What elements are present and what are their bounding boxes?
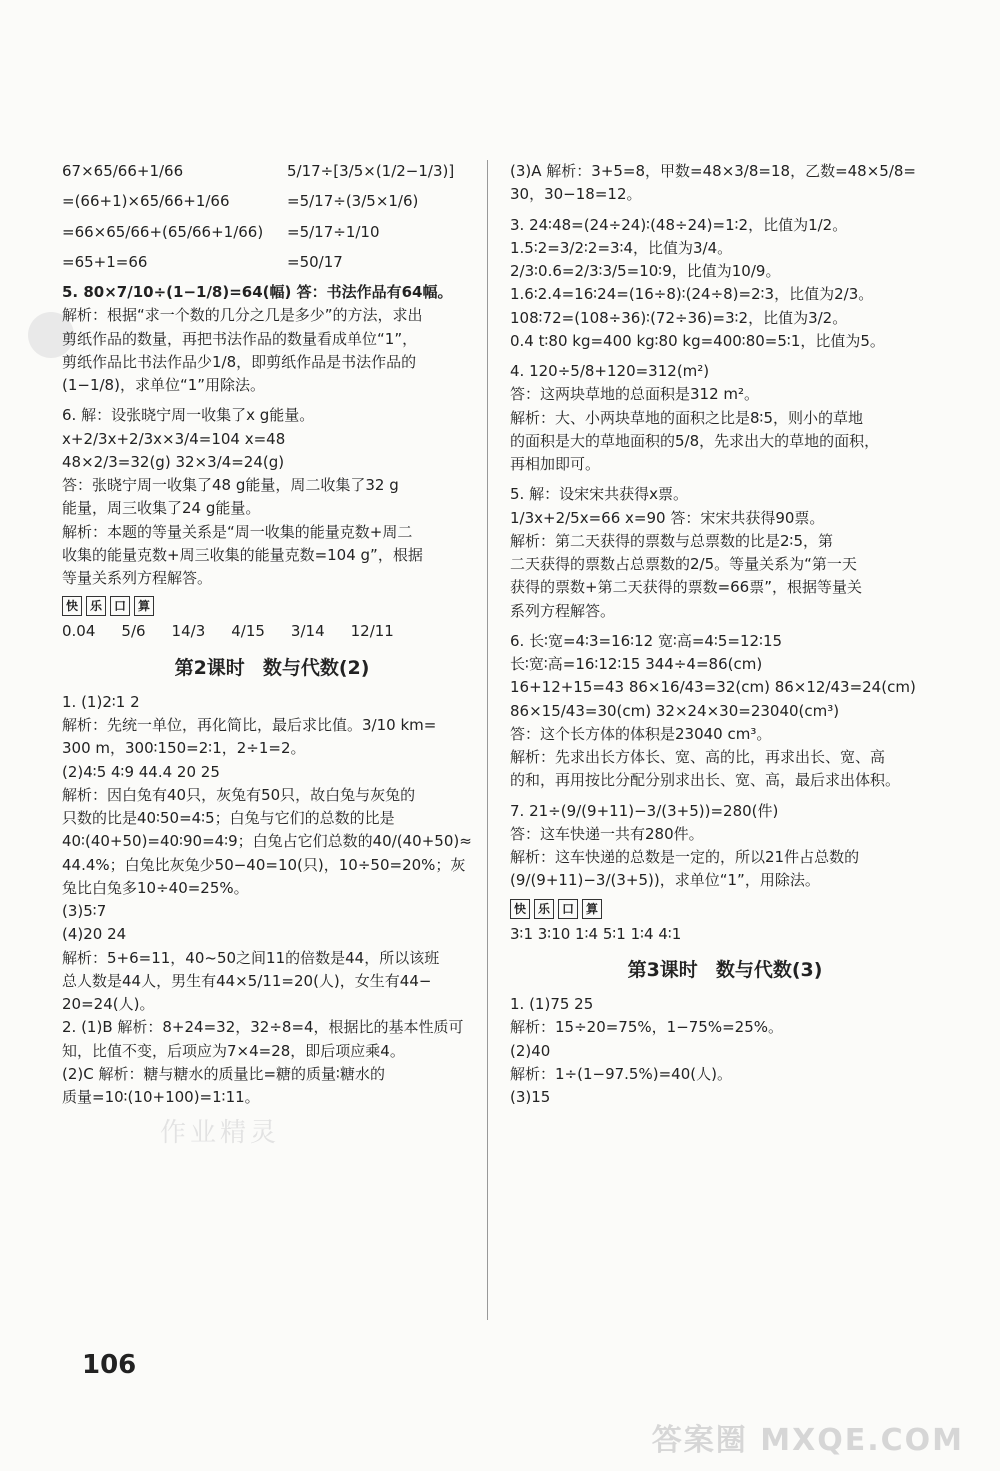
oral-math-tag: 快 乐 口 算 [62, 596, 154, 616]
question-4-line: 的面积是大的草地面积的5/8，先求出大的草地的面积， [510, 431, 880, 450]
right-column [510, 160, 940, 1109]
calc-cell: =50/17 [287, 252, 343, 271]
lesson2-line: 300 m，300∶150=2∶1，2÷1=2。 [62, 739, 306, 758]
oral-answer: 0.04 [62, 622, 96, 641]
question-7-line: (9/(9+11)−3/(3+5))，求单位“1”，用除法。 [510, 871, 820, 890]
lesson3-line: 解析：1÷(1−97.5%)=40(人)。 [510, 1064, 732, 1083]
oral-answer: 12/11 [350, 622, 394, 641]
calc-block [62, 160, 482, 274]
analysis-line: 剪纸作品的数量，再把书法作品的数量看成单位“1”， [62, 329, 418, 348]
question-5: 5. 80×7/10÷(1−1/8)=64(幅) 答：书法作品有64幅。 [62, 283, 453, 301]
question-6-line: 长∶宽∶高=16∶12∶15 344÷4=86(cm) [510, 655, 763, 673]
watermark-small: 作业精灵 [160, 1118, 281, 1148]
question-5-line: 二天获得的票数占总票数的2/5。等量关系为“第一天 [510, 555, 857, 573]
question-7-line: 7. 21÷(9/(9+11)−3/(3+5))=280(件) [510, 801, 779, 820]
question-3-line: 3. 24∶48=(24÷24)∶(48÷24)=1∶2，比值为1/2。 [510, 215, 848, 234]
question-6-line: 答：张晓宁周一收集了48 g能量，周二收集了32 g [62, 476, 399, 494]
lesson2-line: 解析：因白兔有40只，灰兔有50只，故白兔与灰兔的 [62, 785, 416, 804]
calc-cell: 5/17÷[3/5×(1/2−1/3)] [287, 162, 455, 180]
question-4-line: 解析：大、小两块草地的面积之比是8∶5，则小的草地 [510, 408, 863, 427]
question-4-line: 再相加即可。 [510, 455, 601, 473]
question-5-line: 系列方程解答。 [510, 601, 616, 620]
lesson3-line: 1. (1)75 25 [510, 995, 594, 1014]
lesson2-line: 40∶(40+50)=40∶90=4∶9；白兔占它们总数的40/(40+50)≈ [62, 832, 472, 851]
calc-cell: =65+1=66 [62, 252, 148, 271]
lesson2-line: (2)4∶5 4∶9 44.4 20 25 [62, 762, 220, 781]
question-4-line: 4. 120÷5/8+120=312(m²) [510, 362, 710, 380]
question-7-line: 答：这车快递一共有280件。 [510, 824, 704, 843]
oral-answer: 14/3 [171, 622, 206, 641]
calc-row [62, 190, 482, 213]
question-6-line: 的和，再用按比分配分别求出长、宽、高，最后求出体积。 [510, 771, 901, 790]
lesson3-line: (2)40 [510, 1041, 551, 1060]
question-3-line: 1.5∶2=3/2∶2=3∶4，比值为3/4。 [510, 238, 733, 257]
lesson2-line: 只数的比是40∶50=4∶5；白兔与它们的总数的比是 [62, 809, 395, 828]
lesson2-line: 解析：先统一单位，再化简比，最后求比值。3/10 km= [62, 716, 437, 735]
calc-cell: =(66+1)×65/66+1/66 [62, 192, 230, 211]
lesson2-line: 总人数是44人，男生有44×5/11=20(人)，女生有44− [62, 971, 432, 990]
calc-cell: 67×65/66+1/66 [62, 162, 184, 180]
q2-3-line: (3)A 解析：3+5=8，甲数=48×3/8=18，乙数=48×5/8= [510, 162, 916, 180]
question-5-line: 解析：第二天获得的票数与总票数的比是2∶5，第 [510, 531, 833, 550]
oral-answer: 3/14 [290, 622, 325, 641]
left-column [62, 160, 482, 1109]
page-number: 106 [82, 1350, 137, 1380]
question-6-line: 解析：本题的等量关系是“周一收集的能量克数+周二 [62, 522, 413, 541]
oral-answer: 5/6 [121, 622, 146, 641]
lesson2-line: 2. (1)B 解析：8+24=32，32÷8=4，根据比的基本性质可 [62, 1018, 464, 1037]
lesson2-line: (4)20 24 [62, 925, 127, 944]
lesson2-line: 1. (1)2∶1 2 [62, 692, 140, 711]
calc-cell: =5/17÷1/10 [287, 222, 380, 241]
lesson2-line: 兔比白兔多10÷40=25%。 [62, 878, 249, 897]
lesson2-line: 质量=10∶(10+100)=1∶11。 [62, 1088, 260, 1107]
question-6-line: x+2/3x+2/3x×3/4=104 x=48 [62, 429, 286, 448]
question-6-line: 16+12+15=43 86×16/43=32(cm) 86×12/43=24(cm) [510, 678, 916, 697]
question-6-line: 解析：先求出长方体长、宽、高的比，再求出长、宽、高 [510, 748, 886, 766]
question-6-line: 收集的能量克数+周三收集的能量克数=104 g”，根据 [62, 545, 423, 564]
question-5-line: 获得的票数+第二天获得的票数=66票”，根据等量关 [510, 578, 862, 597]
oral-math-answers [62, 620, 482, 643]
question-6-line: 答：这个长方体的体积是23040 cm³。 [510, 724, 772, 743]
calc-row [62, 160, 482, 183]
lesson2-line: 20=24(人)。 [62, 995, 155, 1014]
question-6-line: 86×15/43=30(cm) 32×24×30=23040(cm³) [510, 701, 840, 720]
oral-answer: 4/15 [231, 622, 265, 641]
calc-row [62, 221, 482, 244]
calc-cell: =5/17÷(3/5×1/6) [287, 192, 419, 211]
oral-math-tag: 快 乐 口 算 [510, 899, 602, 919]
lesson3-line: 解析：15÷20=75%，1−75%=25%。 [510, 1018, 784, 1037]
question-6-line: 6. 解：设张晓宁周一收集了x g能量。 [62, 406, 315, 425]
question-6-line: 能量，周三收集了24 g能量。 [62, 499, 261, 518]
watermark: 答案圈 MXQE.COM [651, 1423, 964, 1458]
oral-math-answers: 3∶1 3∶10 1∶4 5∶1 1∶4 4∶1 [510, 924, 682, 943]
question-4-line: 答：这两块草地的总面积是312 m²。 [510, 385, 760, 404]
question-3-line: 1.6∶2.4=16∶24=(16÷8)∶(24÷8)=2∶3，比值为2/3。 [510, 285, 874, 304]
question-7-line: 解析：这车快递的总数是一定的，所以21件占总数的 [510, 848, 860, 866]
question-6-line: 48×2/3=32(g) 32×3/4=24(g) [62, 452, 285, 471]
analysis-line: 剪纸作品比书法作品少1/8，即剪纸作品是书法作品的 [62, 352, 417, 371]
analysis-line: (1−1/8)，求单位“1”用除法。 [62, 376, 266, 394]
question-3-line: 0.4 t∶80 kg=400 kg∶80 kg=400∶80=5∶1，比值为5。 [510, 331, 885, 350]
lesson-heading: 第2课时 数与代数(2) [174, 656, 370, 679]
question-6-line: 6. 长∶宽=4∶3=16∶12 宽∶高=4∶5=12∶15 [510, 631, 783, 650]
lesson3-line: (3)15 [510, 1088, 551, 1107]
question-5-line: 1/3x+2/5x=66 x=90 答：宋宋共获得90票。 [510, 508, 825, 527]
calc-cell: =66×65/66+(65/66+1/66) [62, 222, 264, 241]
lesson2-line: 知，比值不变，后项应为7×4=28，即后项应乘4。 [62, 1041, 405, 1060]
question-5-line: 5. 解：设宋宋共获得x票。 [510, 485, 688, 504]
question-3-line: 2/3∶0.6=2/3∶3/5=10∶9，比值为10/9。 [510, 262, 781, 280]
q2-3-line: 30，30−18=12。 [510, 185, 642, 204]
question-3-line: 108∶72=(108÷36)∶(72÷36)=3∶2，比值为3/2。 [510, 308, 848, 327]
question-6-line: 等量关系列方程解答。 [62, 569, 213, 587]
analysis-line: 解析：根据“求一个数的几分之几是多少”的方法，求出 [62, 306, 423, 325]
lesson2-line: (2)C 解析：糖与糖水的质量比=糖的质量∶糖水的 [62, 1064, 385, 1083]
lesson2-line: 44.4%；白兔比灰兔少50−40=10(只)，10÷50=20%；灰 [62, 855, 466, 874]
lesson-heading: 第3课时 数与代数(3) [627, 958, 823, 981]
column-divider [487, 160, 488, 1320]
lesson2-line: 解析：5+6=11，40~50之间11的倍数是44，所以该班 [62, 948, 440, 967]
calc-row [62, 251, 482, 274]
lesson2-line: (3)5∶7 [62, 902, 107, 921]
